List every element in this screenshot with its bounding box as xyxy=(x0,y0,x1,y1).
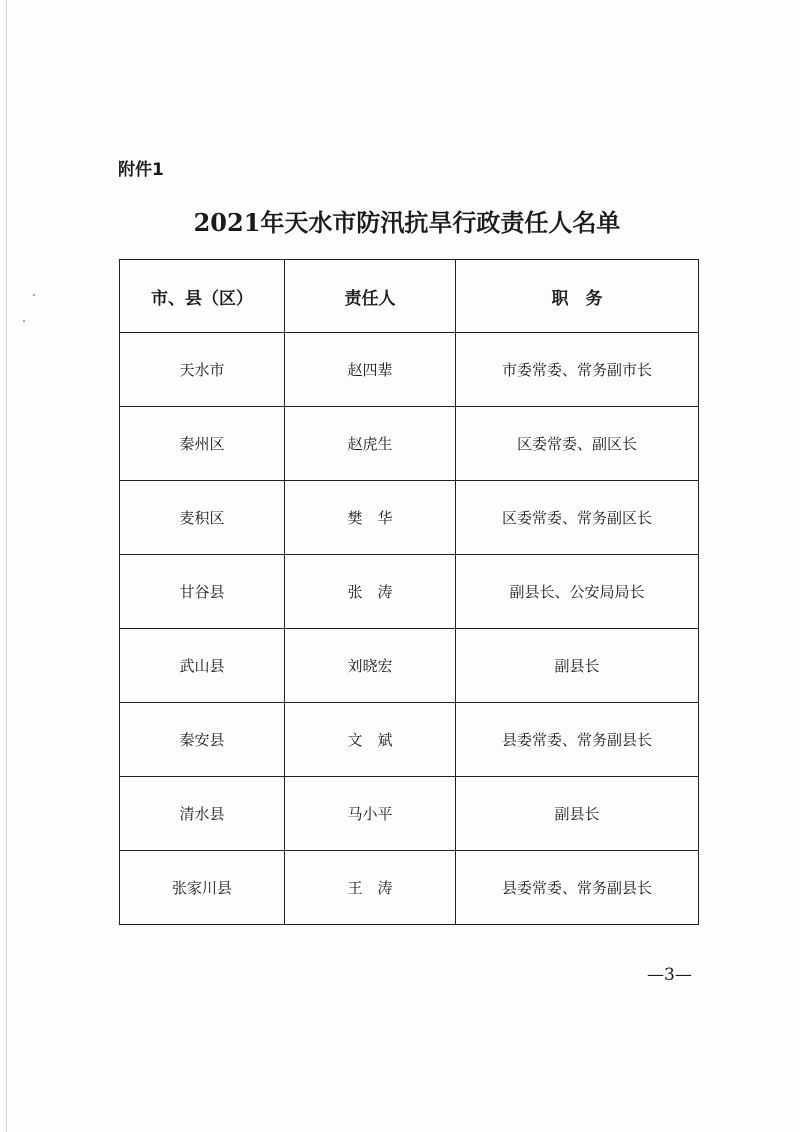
page-number: —3— xyxy=(647,965,692,985)
scan-speck xyxy=(23,320,25,322)
table-row xyxy=(120,629,699,703)
cell-person: 赵虎生 xyxy=(285,407,456,481)
column-header-person: 责任人 xyxy=(285,260,456,333)
table-row xyxy=(120,407,699,481)
cell-position: 县委常委、常务副县长 xyxy=(456,703,699,777)
cell-region: 麦积区 xyxy=(120,481,285,555)
cell-position: 副县长、公安局局长 xyxy=(456,555,699,629)
cell-region: 秦安县 xyxy=(120,703,285,777)
responsibility-table xyxy=(119,259,699,925)
cell-region: 张家川县 xyxy=(120,851,285,925)
table-row xyxy=(120,333,699,407)
cell-position: 县委常委、常务副县长 xyxy=(456,851,699,925)
cell-person: 刘晓宏 xyxy=(285,629,456,703)
cell-position: 市委常委、常务副市长 xyxy=(456,333,699,407)
attachment-label: 附件1 xyxy=(118,160,164,180)
cell-position: 区委常委、副区长 xyxy=(456,407,699,481)
table-row xyxy=(120,481,699,555)
cell-position: 副县长 xyxy=(456,629,699,703)
scan-edge xyxy=(6,0,7,1132)
column-header-position: 职 务 xyxy=(456,260,699,333)
cell-person: 马小平 xyxy=(285,777,456,851)
cell-region: 甘谷县 xyxy=(120,555,285,629)
cell-region: 秦州区 xyxy=(120,407,285,481)
cell-region: 天水市 xyxy=(120,333,285,407)
table-row xyxy=(120,777,699,851)
document-title: 2021年天水市防汛抗旱行政责任人名单 xyxy=(193,208,621,237)
table-row xyxy=(120,555,699,629)
cell-person: 樊 华 xyxy=(285,481,456,555)
cell-position: 副县长 xyxy=(456,777,699,851)
cell-position: 区委常委、常务副区长 xyxy=(456,481,699,555)
scan-speck xyxy=(33,294,35,296)
table-header-row xyxy=(120,260,699,333)
cell-person: 王 涛 xyxy=(285,851,456,925)
cell-region: 清水县 xyxy=(120,777,285,851)
cell-person: 张 涛 xyxy=(285,555,456,629)
column-header-region: 市、县（区） xyxy=(120,260,285,333)
cell-person: 文 斌 xyxy=(285,703,456,777)
cell-region: 武山县 xyxy=(120,629,285,703)
table-row xyxy=(120,851,699,925)
cell-person: 赵四辈 xyxy=(285,333,456,407)
table-row xyxy=(120,703,699,777)
